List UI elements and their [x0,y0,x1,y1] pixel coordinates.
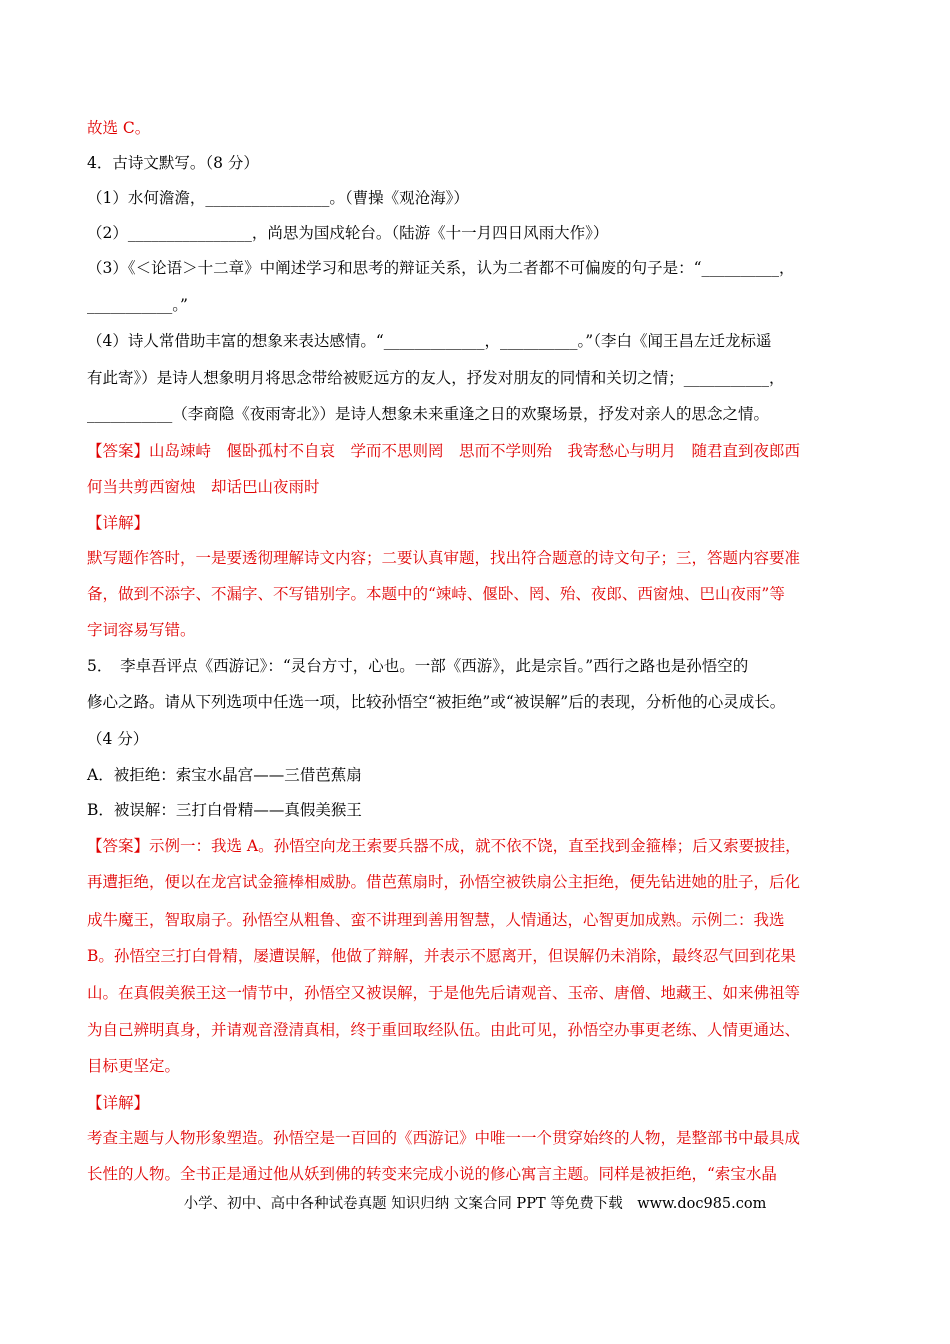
detail-4-line-1: 默写题作答时，一是要透彻理解诗文内容；二要认真审题，找出符合题意的诗文句子；三，答题内容要准 [87,549,801,567]
detail-5-line-2: 长性的人物。全书正是通过他从妖到佛的转变来完成小说的修心寓言主题。同样是被拒绝，“索宝水晶 [87,1165,777,1183]
question-4-item-4-line-1: （4）诗人常借助丰富的想象来表达感情。“_____________，__________。”（李白《闻王昌左迁龙标遥 [87,332,772,350]
question-5-line-3: （4 分） [87,730,149,748]
answer-5-line-2: 再遭拒绝，便以在龙宫试金箍棒相威胁。借芭蕉扇时，孙悟空被铁扇公主拒绝，便先钻进她的肚子，后化 [87,873,801,891]
answer-5-line-5: 山。在真假美猴王这一情节中，孙悟空又被误解，于是他先后请观音、玉帝、唐僧、地藏王、如来佛祖等 [87,984,801,1002]
question-4-item-4-line-3: ___________（李商隐《夜雨寄北》）是诗人想象未来重逢之日的欢聚场景，抒发对亲人的思念之情。 [87,405,770,423]
answer-5-line-4: B。孙悟空三打白骨精，屡遭误解，他做了辩解，并表示不愿离开，但误解仍未消除，最终忍气回到花果 [87,947,796,965]
question-4-title: 4．古诗文默写。（8 分） [87,154,259,172]
question-5-option-b: B．被误解：三打白骨精——真假美猴王 [87,801,362,819]
detail-5-label: 【详解】 [87,1094,150,1112]
question-4-item-3-line-2: ___________。” [87,296,188,314]
detail-4-line-2: 备，做到不添字、不漏字、不写错别字。本题中的“竦峙、偃卧、罔、殆、夜郎、西窗烛、巴山夜雨”等 [87,585,785,603]
question-5-line-2: 修心之路。请从下列选项中任选一项，比较孙悟空“被拒绝”或“被误解”后的表现，分析他的心灵成长。 [87,693,786,711]
answer-4-line-2: 何当共剪西窗烛 却话巴山夜雨时 [87,478,320,496]
answer-5-line-3: 成牛魔王，智取扇子。孙悟空从粗鲁、蛮不讲理到善用智慧，人情通达，心智更加成熟。示例二：我选 [87,911,785,929]
detail-5-line-1: 考查主题与人物形象塑造。孙悟空是一百回的《西游记》中唯一一个贯穿始终的人物，是整部书中最具成 [87,1129,801,1147]
detail-4-line-3: 字词容易写错。 [87,621,196,639]
question-5-line-1: 5． 李卓吾评点《西游记》：“灵台方寸，心也。一部《西游》，此是宗旨。”西行之路也是孙悟空的 [87,657,749,675]
conclusion-line: 故选 C。 [87,119,151,137]
question-5-option-a: A．被拒绝：索宝水晶宫——三借芭蕉扇 [87,766,362,784]
answer-4-line-1: 【答案】山岛竦峙 偃卧孤村不自哀 学而不思则罔 思而不学则殆 我寄愁心与明月 随君直到夜郎西 [87,442,801,460]
detail-4-label: 【详解】 [87,514,150,532]
question-4-item-4-line-2: 有此寄》）是诗人想象明月将思念带给被贬远方的友人，抒发对朋友的同情和关切之情；___________， [87,369,785,387]
answer-5-line-6: 为自己辨明真身，并请观音澄清真相，终于重回取经队伍。由此可见，孙悟空办事更老练、人情更通达、 [87,1021,801,1039]
question-4-item-2: （2）________________，尚思为国戍轮台。（陆游《十一月四日风雨大作》） [87,224,609,242]
question-4-item-1: （1）水何澹澹，________________。（曹操《观沧海》） [87,189,469,207]
answer-5-line-1: 【答案】示例一：我选 A。孙悟空向龙王索要兵器不成，就不依不饶，直至找到金箍棒；后又索要披挂， [87,837,801,855]
page-footer: 小学、初中、高中各种试卷真题 知识归纳 文案合同 PPT 等免费下载 www.doc985.com [183,1196,767,1212]
answer-5-line-7: 目标更坚定。 [87,1057,181,1075]
question-4-item-3-line-1: （3）《＜论语＞十二章》中阐述学习和思考的辩证关系，认为二者都不可偏废的句子是：“__________， [87,259,795,277]
